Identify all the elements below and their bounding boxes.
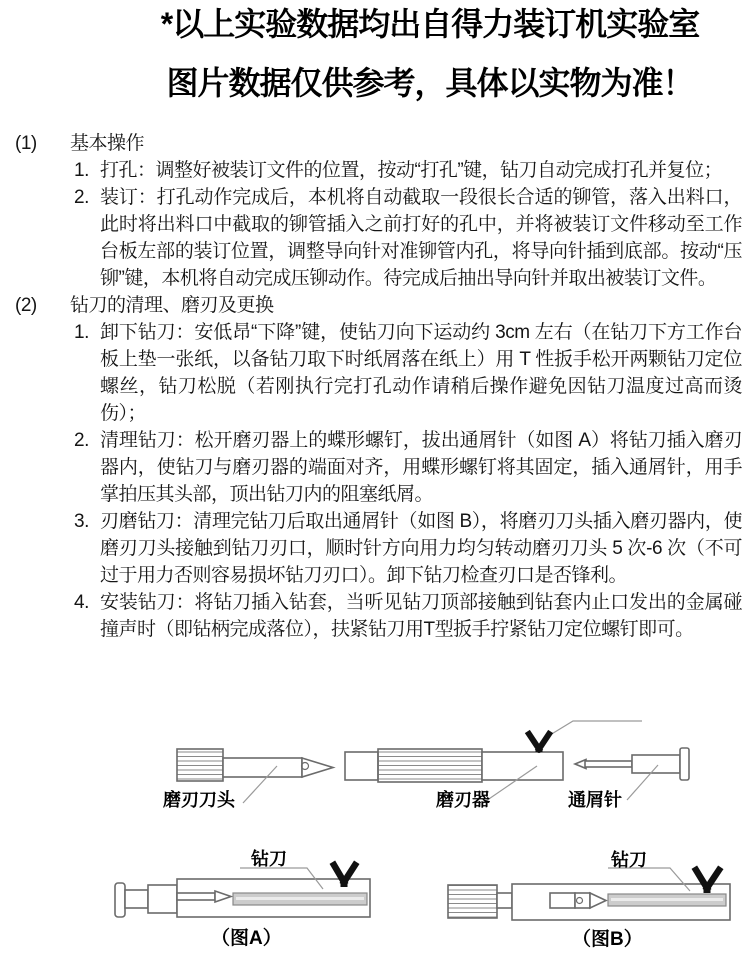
section-1-heading [15, 130, 742, 157]
leader-line [550, 721, 642, 735]
list-item-text: 安装钻刀：将钻刀插入钻套，当听见钻刀顶部接触到钻套内止口发出的金属碰撞声时（即钻柄完成落位），扶紧钻刀用T型扳手拧紧钻刀定位螺钉即可。 [100, 592, 742, 640]
caption-figure-a: （图A） [211, 928, 282, 949]
list-item-number: 2. [74, 187, 89, 208]
pin-neck [125, 890, 148, 908]
list-item-text: 装订：打孔动作完成后，本机将自动截取一段很长合适的铆管，落入出料口，此时将出料口中截取的铆管插入之前打好的孔中，并将被装订文件移动至工作台板左部的装订位置，调整导向针对准铆管内孔，将导向针插到底部。按动“压铆”键，本机将自动完成压铆动作。待完成后抽出导向针并取出被装订文件。 [100, 187, 742, 289]
list-item [15, 157, 742, 184]
label-pin: 通屑针 [568, 790, 622, 810]
list-item-number: 3. [74, 511, 89, 532]
section-2-heading [15, 292, 742, 319]
blade-head-knob [177, 749, 223, 781]
pin-flange [115, 883, 125, 917]
list-item-text: 打孔：调整好被装订文件的位置，按动“打孔”键，钻刀自动完成打孔并复位； [100, 160, 723, 181]
blade-head-inner-rod [550, 893, 575, 908]
pin-needle [177, 893, 215, 900]
sharpener-grip-section [378, 749, 482, 782]
list-item-text: 刃磨钻刀：清理完钻刀后取出通屑针（如图 B），将磨刃刀头插入磨刃器内，使磨刃刀头接触到钻刀刃口，顺时针方向用力均匀转动磨刃刀头 5 次-6 次（不可过于用力否则容易损坏钻刀刃口）。卸下钻刀检查刃口是否锋利。 [100, 511, 742, 586]
label-drill-a: 钻刀 [251, 849, 287, 869]
list-item-number: 1. [74, 322, 89, 343]
wing-nut-icon [529, 734, 549, 752]
section-1-title: 基本操作 [70, 133, 145, 154]
label-blade-head: 磨刃刀头 [163, 790, 235, 810]
pin-shaft [585, 761, 632, 767]
list-item [15, 508, 742, 589]
label-drill-b: 钻刀 [611, 850, 647, 870]
drill-channel-highlight [236, 897, 364, 900]
list-item [15, 184, 742, 292]
label-sharpener: 磨刃器 [436, 790, 490, 810]
disclaimer-line-1: *以上实验数据均出自得力装订机实验室 [160, 6, 700, 42]
blade-head-knob [448, 885, 497, 918]
list-item-number: 1. [74, 160, 89, 181]
blade-head-tip [302, 758, 333, 777]
sharpener-left-section [345, 752, 378, 780]
disclaimer-header [118, 0, 742, 113]
pin-flange [680, 748, 689, 780]
instructions-body [15, 130, 742, 643]
list-item [15, 319, 742, 427]
blade-head-rod [497, 893, 512, 908]
section-2-title: 钻刀的清理、磨刃及更换 [70, 295, 274, 316]
section-2-number: (2) [15, 295, 37, 316]
list-item [15, 589, 742, 643]
list-item [15, 427, 742, 508]
pin-collar [148, 885, 177, 913]
drill-channel-highlight [611, 898, 723, 901]
section-1-number: (1) [15, 133, 37, 154]
list-item-text: 卸下钻刀：安低昂“下降”键，使钻刀向下运动约 3cm 左右（在钻刀下方工作台板上垫一张纸，以备钻刀取下时纸屑落在纸上）用 T 性扳手松开两颗钻刀定位螺丝，钻刀松脱（若刚执行完打孔动作请稍后操作避免因钻刀温度过高而烫伤）； [100, 322, 742, 424]
list-item-number: 4. [74, 592, 89, 613]
list-item-text: 清理钻刀：松开磨刃器上的蝶形螺钉，拔出通屑针（如图 A）将钻刀插入磨刃器内，使钻刀与磨刃器的端面对齐，用蝶形螺钉将其固定，插入通屑针，用手掌拍压其头部，顶出钻刀内的阻塞纸屑。 [100, 430, 742, 505]
pin-body [632, 755, 680, 773]
disclaimer-line-2: 图片数据仅供参考，具体以实物为准！ [166, 65, 694, 101]
caption-figure-b: （图B） [572, 929, 643, 950]
blade-head-rod [223, 758, 302, 777]
list-item-number: 2. [74, 430, 89, 451]
